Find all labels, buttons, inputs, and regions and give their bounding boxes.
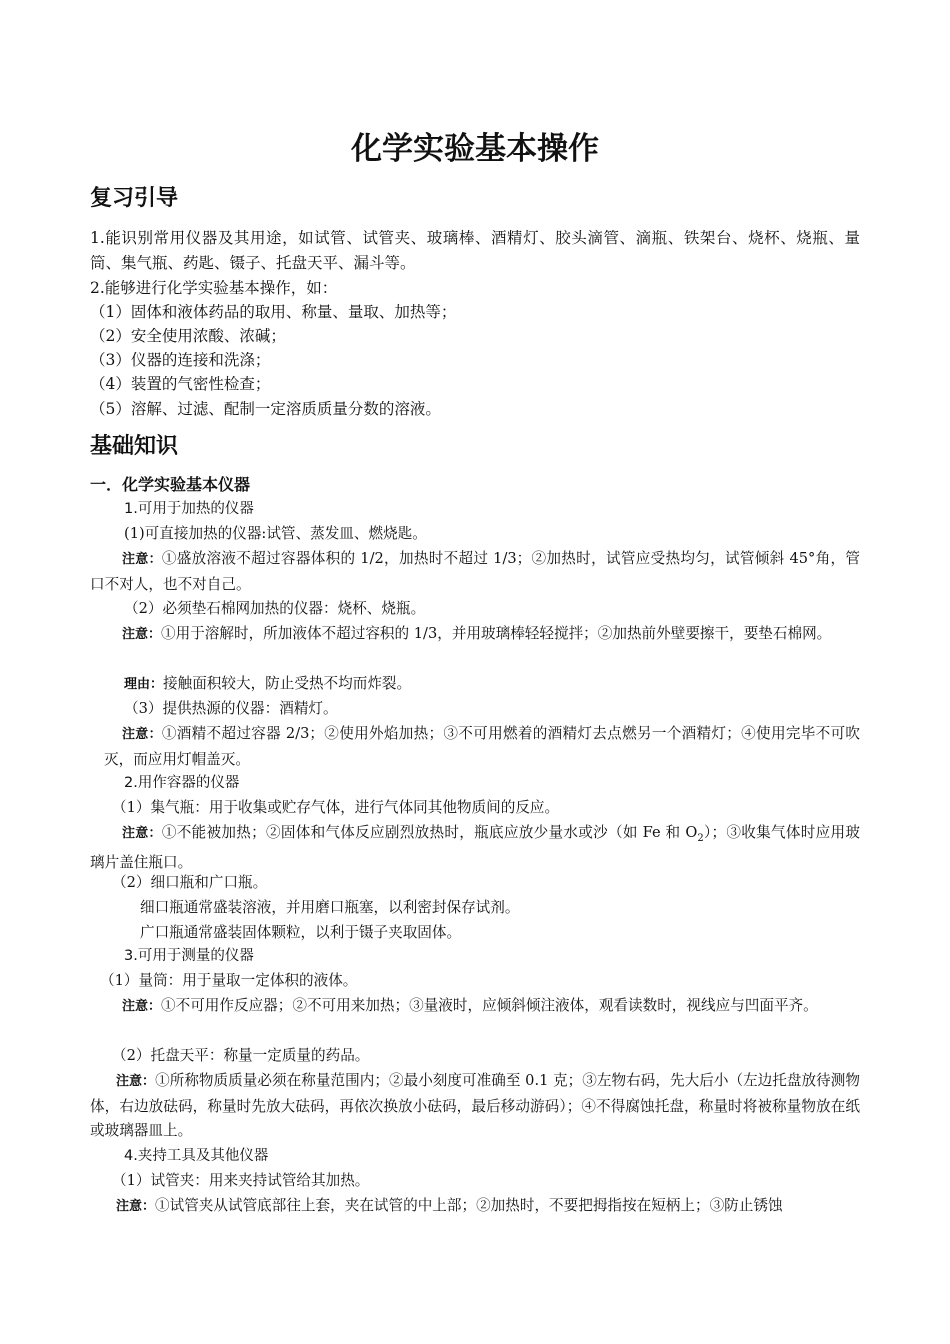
heating-item-2-reason bbox=[124, 672, 860, 697]
note-text: ①不可用作反应器；②不可用来加热；③量液时，应倾斜倾注液体，观看读数时，视线应与凹面平齐。 bbox=[161, 997, 818, 1014]
note-text-1: ①不能被加热；②固体和气体反应剧烈放热时，瓶底应放少量水或沙（如 Fe 和 O bbox=[161, 824, 698, 841]
topic-heading-measuring: 3.可用于测量的仪器 bbox=[124, 948, 254, 964]
container-item-2-detail-1: 细口瓶通常盛装溶液，并用磨口瓶塞，以利密封保存试剂。 bbox=[140, 899, 520, 916]
heating-item-1: (1)可直接加热的仪器:试管、蒸发皿、燃烧匙。 bbox=[124, 525, 427, 542]
review-item-1: （1）固体和液体药品的取用、称量、量取、加热等； bbox=[90, 303, 457, 321]
container-item-2-detail-2: 广口瓶通常盛装固体颗粒，以利于镊子夹取固体。 bbox=[140, 924, 462, 941]
section-heading-review: 复习引导 bbox=[90, 186, 179, 211]
measuring-item-1: （1）量筒：用于量取一定体积的液体。 bbox=[100, 972, 358, 989]
note-label: 注意： bbox=[122, 727, 162, 742]
topic-heading-containers: 2.用作容器的仪器 bbox=[124, 775, 240, 791]
review-item-3: （3）仪器的连接和洗涤； bbox=[90, 351, 271, 369]
reason-label: 理由： bbox=[124, 677, 164, 692]
note-label: 注意： bbox=[122, 552, 162, 567]
note-text: ①盛放溶液不超过容器体积的 1/2，加热时不超过 1/3；②加热时，试管应受热均匀，试管倾斜 45°角，管口不对人，也不对自己。 bbox=[90, 550, 860, 593]
clamping-item-1-note bbox=[90, 1194, 860, 1220]
review-item-4: （4）装置的气密性检查； bbox=[90, 375, 271, 393]
topic-heading-heating: 1.可用于加热的仪器 bbox=[124, 501, 254, 517]
note-subscript: 2 bbox=[697, 832, 704, 844]
container-item-1: （1）集气瓶：用于收集或贮存气体，进行气体同其他物质间的反应。 bbox=[112, 799, 560, 816]
review-item-5: （5）溶解、过滤、配制一定溶质质量分数的溶液。 bbox=[90, 400, 441, 418]
container-item-1-note bbox=[90, 821, 860, 876]
note-label: 注意： bbox=[116, 1199, 156, 1214]
heating-item-2: （2）必须垫石棉网加热的仪器：烧杯、烧瓶。 bbox=[124, 600, 426, 617]
measuring-item-2-note bbox=[90, 1069, 860, 1144]
note-text: ①试管夹从试管底部往上套，夹在试管的中上部；②加热时，不要把拇指按在短柄上；③防止锈蚀 bbox=[155, 1197, 783, 1214]
heating-item-3: （3）提供热源的仪器：酒精灯。 bbox=[124, 700, 338, 717]
heating-item-1-note bbox=[90, 547, 860, 597]
note-label: 注意： bbox=[122, 826, 162, 841]
note-text: ①酒精不超过容器 2/3；②使用外焰加热；③不可用燃着的酒精灯去点燃另一个酒精灯；④使用完毕不可吹灭，而应用灯帽盖灭。 bbox=[104, 725, 860, 768]
note-text: ①所称物质质量必须在称量范围内；②最小刻度可准确至 0.1 克；③左物右码，先大后小（左边托盘放待测物体，右边放砝码，称量时先放大砝码，再依次换放小砝码，最后移动游码）；④不得腐蚀托盘，称量时将被称量物放在纸或玻璃器皿上。 bbox=[90, 1072, 860, 1139]
note-label: 注意： bbox=[116, 1074, 156, 1089]
note-text-2: ）；③收集气体时应用玻璃片盖住瓶口。 bbox=[90, 824, 860, 872]
clamping-item-1: （1）试管夹：用来夹持试管给其加热。 bbox=[112, 1172, 370, 1189]
section-heading-basics: 基础知识 bbox=[90, 434, 179, 459]
page-title: 化学实验基本操作 bbox=[351, 131, 599, 167]
container-item-2: （2）细口瓶和广口瓶。 bbox=[112, 874, 268, 891]
measuring-item-2: （2）托盘天平：称量一定质量的药品。 bbox=[112, 1047, 370, 1064]
topic-heading-clamping: 4.夹持工具及其他仪器 bbox=[124, 1148, 269, 1164]
review-paragraph-2: 2.能够进行化学实验基本操作，如： bbox=[90, 279, 338, 297]
note-label: 注意： bbox=[122, 627, 162, 642]
note-label: 注意： bbox=[122, 999, 162, 1014]
note-text: ①用于溶解时，所加液体不超过容积的 1/3，并用玻璃棒轻轻搅拌；②加热前外壁要擦干，要垫石棉网。 bbox=[161, 625, 832, 642]
heating-item-2-note bbox=[90, 622, 860, 648]
review-item-2: （2）安全使用浓酸、浓碱； bbox=[90, 327, 286, 345]
heating-item-3-note bbox=[104, 722, 860, 772]
measuring-item-1-note bbox=[90, 994, 860, 1020]
reason-text: 接触面积较大，防止受热不均而炸裂。 bbox=[163, 675, 412, 692]
subsection-heading-instruments: 一．化学实验基本仪器 bbox=[90, 475, 251, 494]
review-paragraph-1: 1.能识别常用仪器及其用途，如试管、试管夹、玻璃棒、酒精灯、胶头滴管、滴瓶、铁架台、烧杯、烧瓶、量筒、集气瓶、药匙、镊子、托盘天平、漏斗等。 bbox=[90, 229, 860, 272]
